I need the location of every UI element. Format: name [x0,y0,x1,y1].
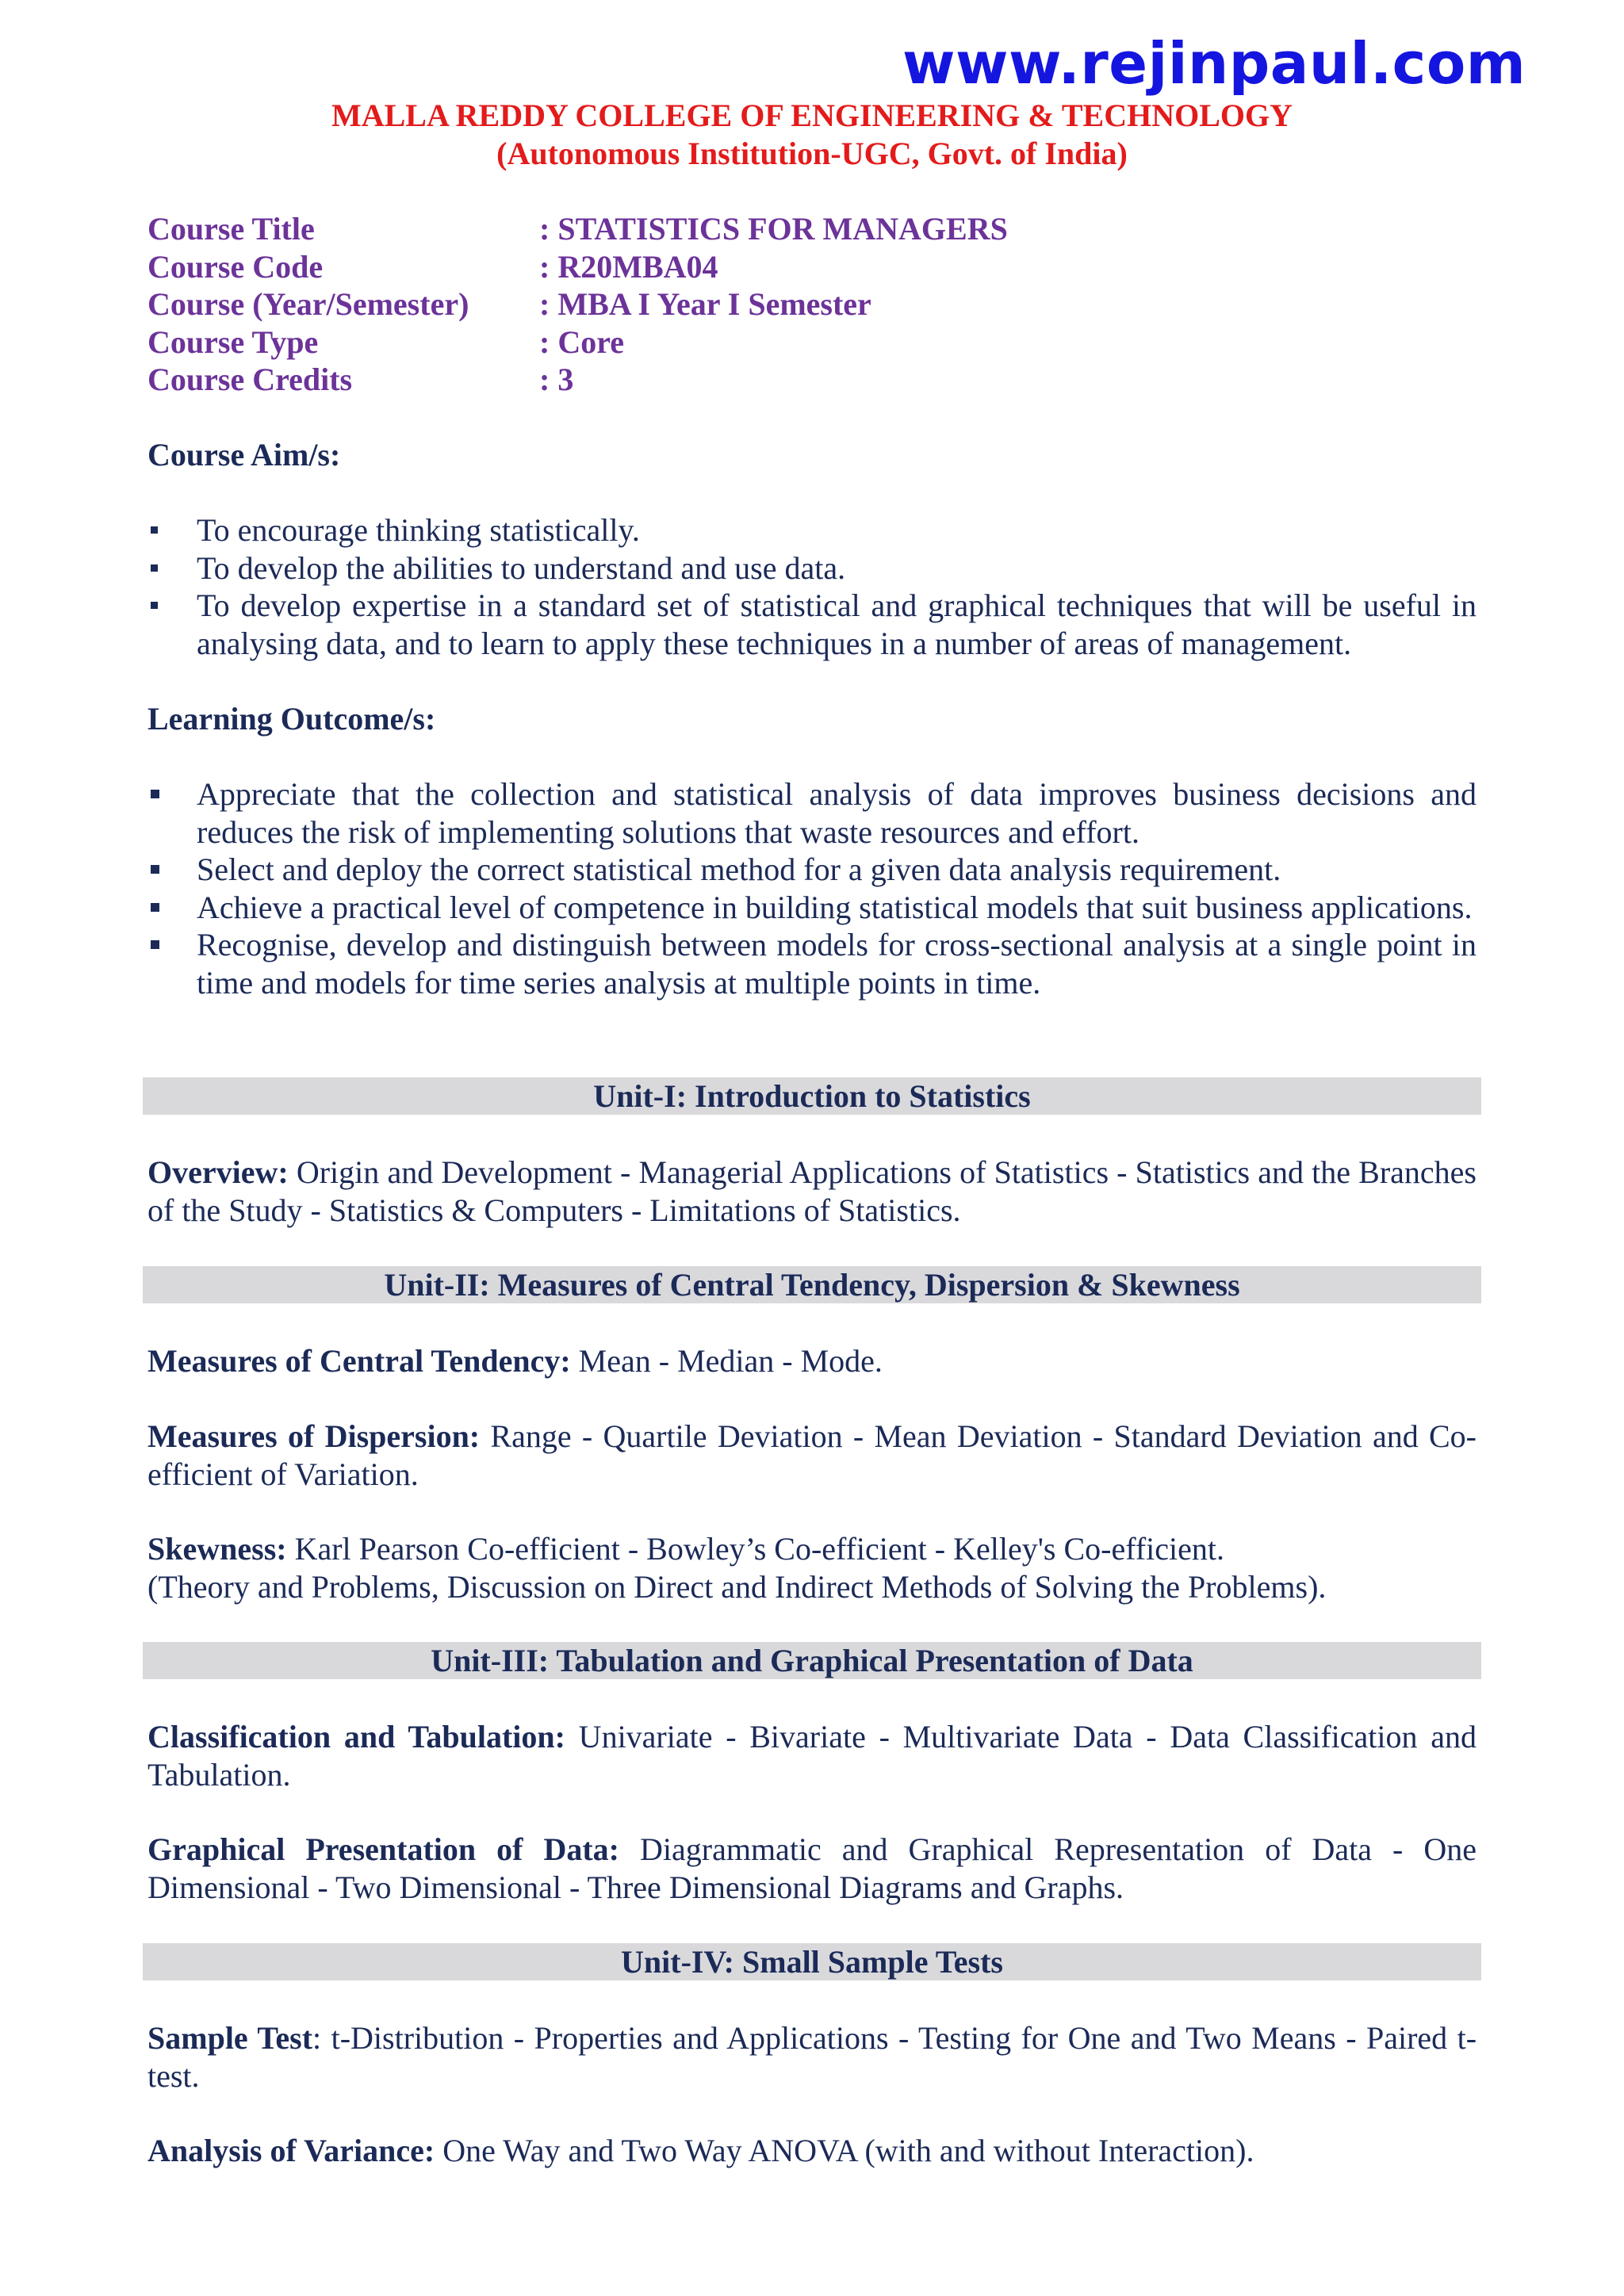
bullet-icon [151,526,158,534]
paragraph-note: (Theory and Problems, Discussion on Direct and Indirect Methods of Solving the Problems). [147,1568,1327,1605]
college-name: MALLA REDDY COLLEGE OF ENGINEERING & TECHNOLOGY [331,98,1293,133]
list-item [147,775,1477,851]
info-label: Course (Year/Semester) [147,286,469,322]
paragraph-text: Origin and Development - Managerial Applications of Statistics - Statistics and the Branches of the Study - Statistics & Computers - Limitations of Statistics. [147,1154,1477,1228]
paragraph-text: Mean - Median - Mode. [570,1343,883,1379]
unit-4-anova [147,2132,1477,2170]
unit-2-skewness [147,1530,1477,1605]
unit-3-header: Unit-III: Tabulation and Graphical Presentation of Data [143,1642,1481,1679]
learning-outcomes-heading: Learning Outcome/s: [147,701,436,737]
paragraph-label: Measures of Central Tendency: [147,1343,571,1379]
course-aims-heading: Course Aim/s: [147,437,341,473]
unit-2-header: Unit-II: Measures of Central Tendency, Dispersion & Skewness [143,1266,1481,1303]
paragraph-text: Diagrammatic and Graphical Representation of Data - One Dimensional - Two Dimensional - Three Dimensional Diagrams and Graphs. [147,1831,1477,1905]
list-item-text: To develop expertise in a standard set of statistical and graphical techniques that will be useful in analysing data, and to learn to apply these techniques in a number of areas of management. [197,587,1477,661]
paragraph-label: Measures of Dispersion: [147,1418,481,1454]
list-item-text: To develop the abilities to understand and use data. [197,549,846,586]
list-item [147,587,1477,662]
unit-4-sample-test [147,2019,1477,2095]
list-item [147,851,1477,889]
unit-2-central-tendency [147,1342,1477,1380]
info-value: : Core [539,323,624,360]
unit-4-header: Unit-IV: Small Sample Tests [143,1943,1481,1980]
list-item-text: To encourage thinking statistically. [197,512,640,548]
info-label: Course Code [147,248,324,285]
list-item-text: Select and deploy the correct statistical method for a given data analysis requirement. [197,851,1281,887]
bullet-icon [151,564,158,572]
paragraph-label: Classification and Tabulation: [147,1719,565,1755]
bullet-icon [151,903,159,912]
list-item [147,511,1477,549]
list-item-text: Appreciate that the collection and statistical analysis of data improves business decisions and reduces the risk of implementing solutions that waste resources and effort. [197,776,1477,850]
info-value: : STATISTICS FOR MANAGERS [539,211,1008,247]
course-aims-list [147,511,1477,662]
bullet-icon [151,865,159,874]
unit-3-graphical [147,1831,1477,1906]
watermark-url: www.rejinpaul.com [902,30,1526,97]
list-item [147,926,1477,1001]
bullet-icon [151,940,159,949]
paragraph-text: One Way and Two Way ANOVA (with and without Interaction). [435,2133,1254,2168]
info-label: Course Type [147,323,319,360]
list-item-text: Achieve a practical level of competence in building statistical models that suit business applications. [197,889,1473,925]
paragraph-label: Skewness: [147,1531,287,1567]
list-item [147,889,1477,927]
paragraph-label: Overview: [147,1154,289,1190]
unit-1-overview [147,1154,1477,1229]
paragraph-label: Graphical Presentation of Data: [147,1831,619,1867]
paragraph-text: Univariate - Bivariate - Multivariate Data - Data Classification and Tabulation. [147,1719,1477,1793]
unit-1-header: Unit-I: Introduction to Statistics [143,1077,1481,1115]
unit-3-classification [147,1718,1477,1793]
learning-outcomes-list [147,775,1477,1001]
info-value: : 3 [539,362,574,397]
info-label: Course Credits [147,362,353,397]
info-label: Course Title [147,211,315,247]
info-value: : R20MBA04 [539,248,718,285]
bullet-icon [151,790,159,798]
paragraph-text: Karl Pearson Co-efficient - Bowley’s Co-efficient - Kelley's Co-efficient. [286,1531,1225,1567]
paragraph-label: Analysis of Variance: [147,2133,435,2168]
list-item-text: Recognise, develop and distinguish between models for cross-sectional analysis at a single point in time and models for time series analysis at multiple points in time. [197,927,1477,1001]
paragraph-text: Range - Quartile Deviation - Mean Deviation - Standard Deviation and Co-efficient of Variation. [147,1418,1477,1492]
unit-2-dispersion [147,1418,1477,1493]
info-value: : MBA I Year I Semester [539,286,871,322]
paragraph-label: Sample Test [147,2020,313,2056]
bullet-icon [151,602,158,609]
college-subtitle: (Autonomous Institution-UGC, Govt. of India) [496,136,1128,171]
paragraph-text: : t-Distribution - Properties and Applications - Testing for One and Two Means - Paired t-test. [147,2020,1477,2094]
list-item [147,549,1477,587]
